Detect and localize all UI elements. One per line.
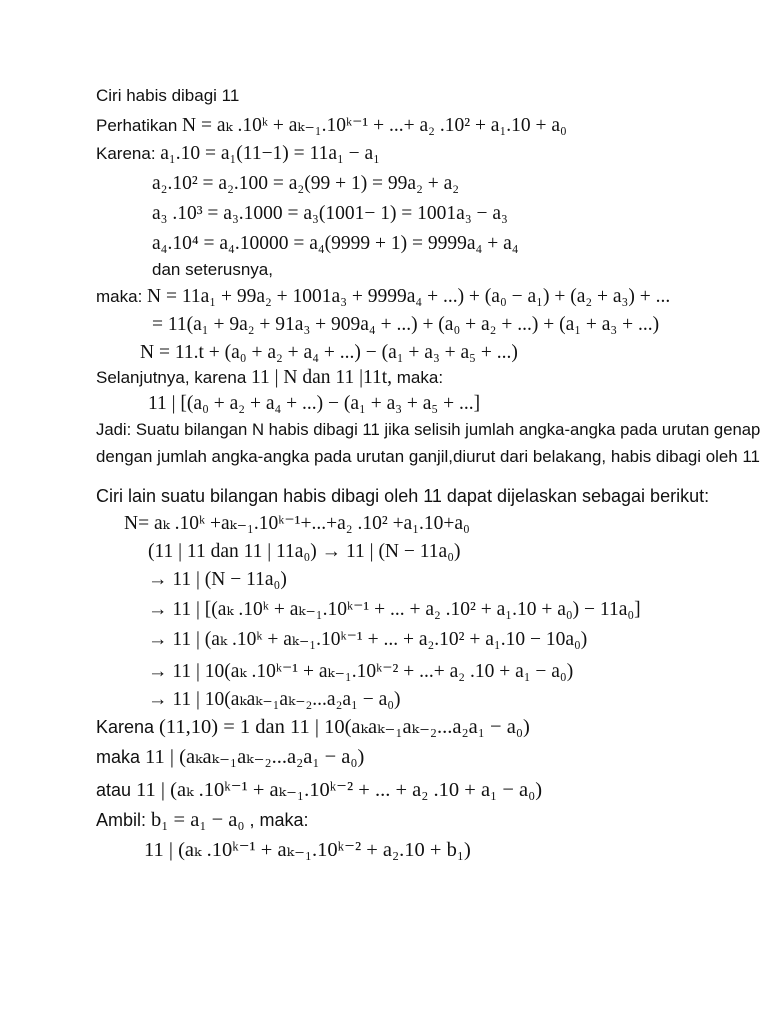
- line-suffix: , maka:: [244, 810, 309, 830]
- line-text: dan seterusnya,: [152, 260, 273, 279]
- line-step-1: [148, 540, 461, 564]
- math-expression: 11 | [(a₀ + a₂ + a₄ + ...) − (a₁ + a₃ + a₅ + ...]: [148, 393, 481, 414]
- line-step-4: [148, 628, 587, 652]
- math-expression: N= aₖ .10ᵏ +aₖ₋₁.10ᵏ⁻¹+...+a₂ .10² +a₁.10+a₀: [124, 513, 470, 534]
- math-expression: → 11 | [(aₖ .10ᵏ + aₖ₋₁.10ᵏ⁻¹ + ... + a₂ .10² + a₁.10 + a₀) − 11a₀]: [148, 599, 641, 620]
- math-expression: N = aₖ .10ᵏ + aₖ₋₁.10ᵏ⁻¹ + ...+ a₂ .10² + a₁.10 + a₀: [182, 115, 567, 136]
- math-expression: → 11 | (N − 11a₀): [148, 569, 287, 590]
- line-step-3: [148, 598, 641, 622]
- line-text: Ciri habis dibagi 11: [96, 86, 240, 105]
- line-jadi-1: [96, 418, 760, 442]
- line-divisibility-conclusion: [148, 392, 480, 416]
- line-label: Karena: [96, 717, 160, 737]
- math-expression: N = 11a₁ + 99a₂ + 1001a₃ + 9999a₄ + ...) + (a₀ − a₁) + (a₂ + a₃) + ...: [147, 286, 671, 307]
- math-expression: a₁.10 = a₁(11−1) = 11a₁ − a₁: [160, 143, 380, 164]
- line-perhatikan: [96, 114, 567, 138]
- line-suffix: maka:: [392, 368, 444, 387]
- line-label: Selanjutnya, karena: [96, 368, 251, 387]
- math-expression: → 11 | 10(aₖaₖ₋₁aₖ₋₂...a₂a₁ − a₀): [148, 689, 401, 710]
- line-dan-seterusnya: [152, 258, 273, 282]
- line-karena-gcd: [96, 715, 530, 739]
- math-expression: 11 | (aₖaₖ₋₁aₖ₋₂...a₂a₁ − a₀): [145, 746, 365, 768]
- math-expression: → 11 | 10(aₖ .10ᵏ⁻¹ + aₖ₋₁.10ᵏ⁻² + ...+ a₂ .10 + a₁ − a₀): [148, 661, 574, 682]
- line-n-equals-11t: [140, 341, 518, 365]
- math-expression: N = 11.t + (a₀ + a₂ + a₄ + ...) − (a₁ + a₃ + a₅ + ...): [140, 342, 518, 363]
- line-karena: [96, 142, 380, 166]
- math-expression: (11,10) = 1 dan 11 | 10(aₖaₖ₋₁aₖ₋₂...a₂a₁ − a₀): [159, 716, 530, 738]
- line-label: maka: [96, 747, 146, 767]
- line-maka-sum: [96, 285, 670, 309]
- math-expression: 11 | N dan 11 |11t,: [251, 367, 393, 388]
- line-label: maka:: [96, 287, 148, 306]
- line-maka-divides: [96, 745, 364, 769]
- line-a4-expansion: [152, 232, 519, 256]
- line-step-5: [148, 660, 573, 684]
- math-expression: b₁ = a₁ − a₀: [151, 809, 245, 831]
- line-text: dengan jumlah angka-angka pada urutan ganjil,diurut dari belakang, habis dibagi oleh 11: [96, 447, 760, 466]
- line-n-definition: [124, 512, 470, 536]
- line-text: Ciri lain suatu bilangan habis dibagi oleh 11 dapat dijelaskan sebagai berikut:: [96, 486, 710, 506]
- line-atau: [96, 778, 542, 802]
- line-final: [144, 838, 471, 862]
- line-text: Jadi: Suatu bilangan N habis dibagi 11 jika selisih jumlah angka-angka pada urutan genap: [96, 420, 761, 439]
- math-expression: = 11(a₁ + 9a₂ + 91a₃ + 909a₄ + ...) + (a₀ + a₂ + ...) + (a₁ + a₃ + ...): [152, 314, 660, 335]
- section-title-divisible-by-11: [96, 84, 239, 108]
- math-expression: 11 | (aₖ .10ᵏ⁻¹ + aₖ₋₁.10ᵏ⁻² + ... + a₂ .10 + a₁ − a₀): [136, 779, 543, 801]
- math-expression: a₂.10² = a₂.100 = a₂(99 + 1) = 99a₂ + a₂: [152, 173, 460, 194]
- line-ambil: [96, 808, 309, 832]
- line-step-2: [148, 568, 287, 592]
- line-factored-sum: [152, 313, 659, 337]
- line-step-6: [148, 688, 401, 712]
- line-jadi-2: [96, 445, 760, 469]
- line-label: atau: [96, 780, 137, 800]
- math-expression: (11 | 11 dan 11 | 11a₀) → 11 | (N − 11a₀): [148, 541, 461, 562]
- line-label: Karena:: [96, 144, 161, 163]
- math-expression: → 11 | (aₖ .10ᵏ + aₖ₋₁.10ᵏ⁻¹ + ... + a₂.10² + a₁.10 − 10a₀): [148, 629, 588, 650]
- math-expression: 11 | (aₖ .10ᵏ⁻¹ + aₖ₋₁.10ᵏ⁻² + a₂.10 + b₁): [144, 839, 471, 861]
- line-label: Ambil:: [96, 810, 152, 830]
- math-expression: a₄.10⁴ = a₄.10000 = a₄(9999 + 1) = 9999a₄ + a₄: [152, 233, 519, 254]
- line-ciri-lain: [96, 484, 709, 508]
- line-a3-expansion: [152, 202, 508, 226]
- line-label: Perhatikan: [96, 116, 182, 135]
- line-selanjutnya: [96, 366, 443, 390]
- math-expression: a₃ .10³ = a₃.1000 = a₃(1001− 1) = 1001a₃ − a₃: [152, 203, 508, 224]
- line-a2-expansion: [152, 172, 459, 196]
